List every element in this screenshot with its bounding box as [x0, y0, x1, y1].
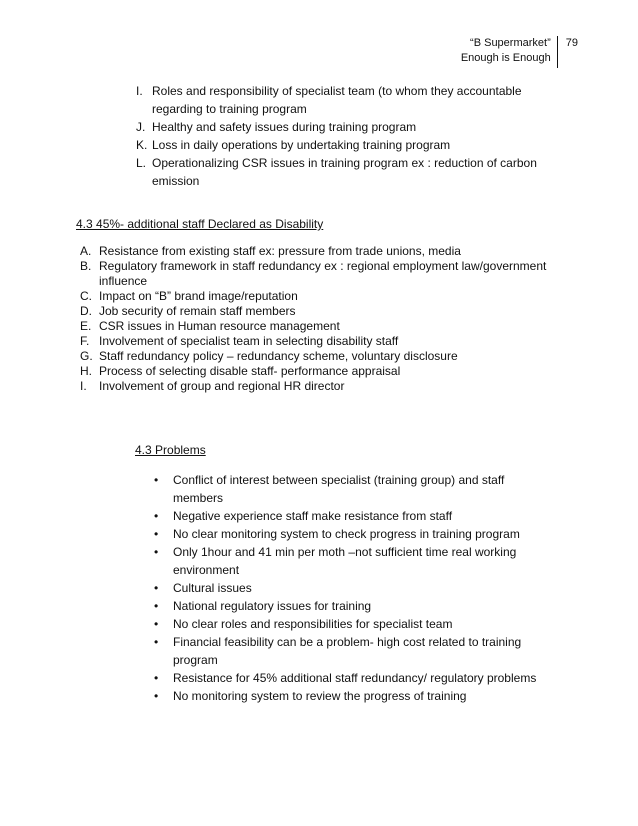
list-item	[80, 244, 550, 259]
list-item-text: Negative experience staff make resistance from staff	[173, 509, 453, 523]
problems-list	[154, 471, 549, 705]
bullet-icon: •	[154, 473, 159, 487]
header-title-line1: “B Supermarket”	[470, 37, 551, 49]
list-item-text: Loss in daily operations by undertaking training program	[152, 138, 451, 152]
list-marker: D.	[80, 304, 92, 318]
list-item	[136, 136, 566, 154]
bullet-icon: •	[154, 581, 159, 595]
list-item-text: Process of selecting disable staff- performance appraisal	[99, 364, 401, 378]
list-marker: H.	[80, 364, 92, 378]
list-marker: J.	[136, 120, 146, 134]
list-item-text: Conflict of interest between specialist (training group) and staff members	[173, 473, 505, 505]
list-marker: B.	[80, 259, 92, 273]
list-item-text: No monitoring system to review the progress of training	[173, 689, 467, 703]
list-marker: A.	[80, 244, 92, 258]
list-item-text: Operationalizing CSR issues in training program ex : reduction of carbon emission	[152, 156, 537, 188]
disability-list	[80, 244, 550, 394]
list-item-text: Involvement of specialist team in selecting disability staff	[99, 334, 399, 348]
list-item	[136, 82, 566, 118]
list-marker: L.	[136, 156, 147, 170]
continued-list	[136, 82, 566, 190]
bullet-icon: •	[154, 635, 159, 649]
list-marker: F.	[80, 334, 90, 348]
list-item	[154, 543, 549, 579]
bullet-icon: •	[154, 671, 159, 685]
list-item-text: Cultural issues	[173, 581, 252, 595]
section-heading-disability: 4.3 45%- additional staff Declared as Disability	[76, 217, 324, 231]
section-heading-problems: 4.3 Problems	[135, 443, 206, 457]
list-marker: C.	[80, 289, 92, 303]
list-item-text: Resistance from existing staff ex: pressure from trade unions, media	[99, 244, 461, 258]
list-marker: I.	[136, 84, 143, 98]
list-item-text: Only 1hour and 41 min per moth –not sufficient time real working environment	[173, 545, 517, 577]
list-item	[80, 364, 550, 379]
list-item	[80, 349, 550, 364]
list-item-text: Healthy and safety issues during training program	[152, 120, 417, 134]
list-item	[154, 579, 549, 597]
bullet-icon: •	[154, 509, 159, 523]
header-title	[461, 36, 557, 66]
list-item	[154, 597, 549, 615]
header-title-line2: Enough is Enough	[460, 52, 551, 64]
bullet-icon: •	[154, 617, 159, 631]
list-marker: G.	[80, 349, 93, 363]
list-item	[80, 304, 550, 319]
list-marker: E.	[80, 319, 92, 333]
list-item	[80, 379, 550, 394]
list-item-text: Impact on “B” brand image/reputation	[99, 289, 298, 303]
list-item-text: Roles and responsibility of specialist team (to whom they accountable regarding to training program	[152, 84, 522, 116]
list-marker: I.	[80, 379, 87, 393]
page-header	[461, 36, 578, 68]
list-item-text: Resistance for 45% additional staff redundancy/ regulatory problems	[173, 671, 537, 685]
list-item-text: Job security of remain staff members	[99, 304, 296, 318]
list-marker: K.	[136, 138, 148, 152]
list-item-text: National regulatory issues for training	[173, 599, 372, 613]
list-item-text: Regulatory framework in staff redundancy ex : regional employment law/government influence	[99, 259, 547, 288]
list-item	[154, 669, 549, 687]
list-item	[154, 615, 549, 633]
list-item-text: Financial feasibility can be a problem- high cost related to training program	[173, 635, 522, 667]
bullet-icon: •	[154, 689, 159, 703]
bullet-icon: •	[154, 527, 159, 541]
list-item	[80, 259, 550, 289]
list-item	[154, 471, 549, 507]
list-item-text: No clear roles and responsibilities for specialist team	[173, 617, 453, 631]
list-item	[80, 334, 550, 349]
list-item	[136, 118, 566, 136]
list-item-text: Involvement of group and regional HR director	[99, 379, 345, 393]
list-item-text: No clear monitoring system to check progress in training program	[173, 527, 520, 541]
list-item	[154, 507, 549, 525]
list-item-text: CSR issues in Human resource management	[99, 319, 340, 333]
list-item	[154, 687, 549, 705]
list-item	[154, 633, 549, 669]
list-item	[154, 525, 549, 543]
bullet-icon: •	[154, 545, 159, 559]
list-item-text: Staff redundancy policy – redundancy scheme, voluntary disclosure	[99, 349, 458, 363]
bullet-icon: •	[154, 599, 159, 613]
list-item	[136, 154, 566, 190]
list-item	[80, 289, 550, 304]
list-item	[80, 319, 550, 334]
page-number: 79	[565, 37, 578, 49]
